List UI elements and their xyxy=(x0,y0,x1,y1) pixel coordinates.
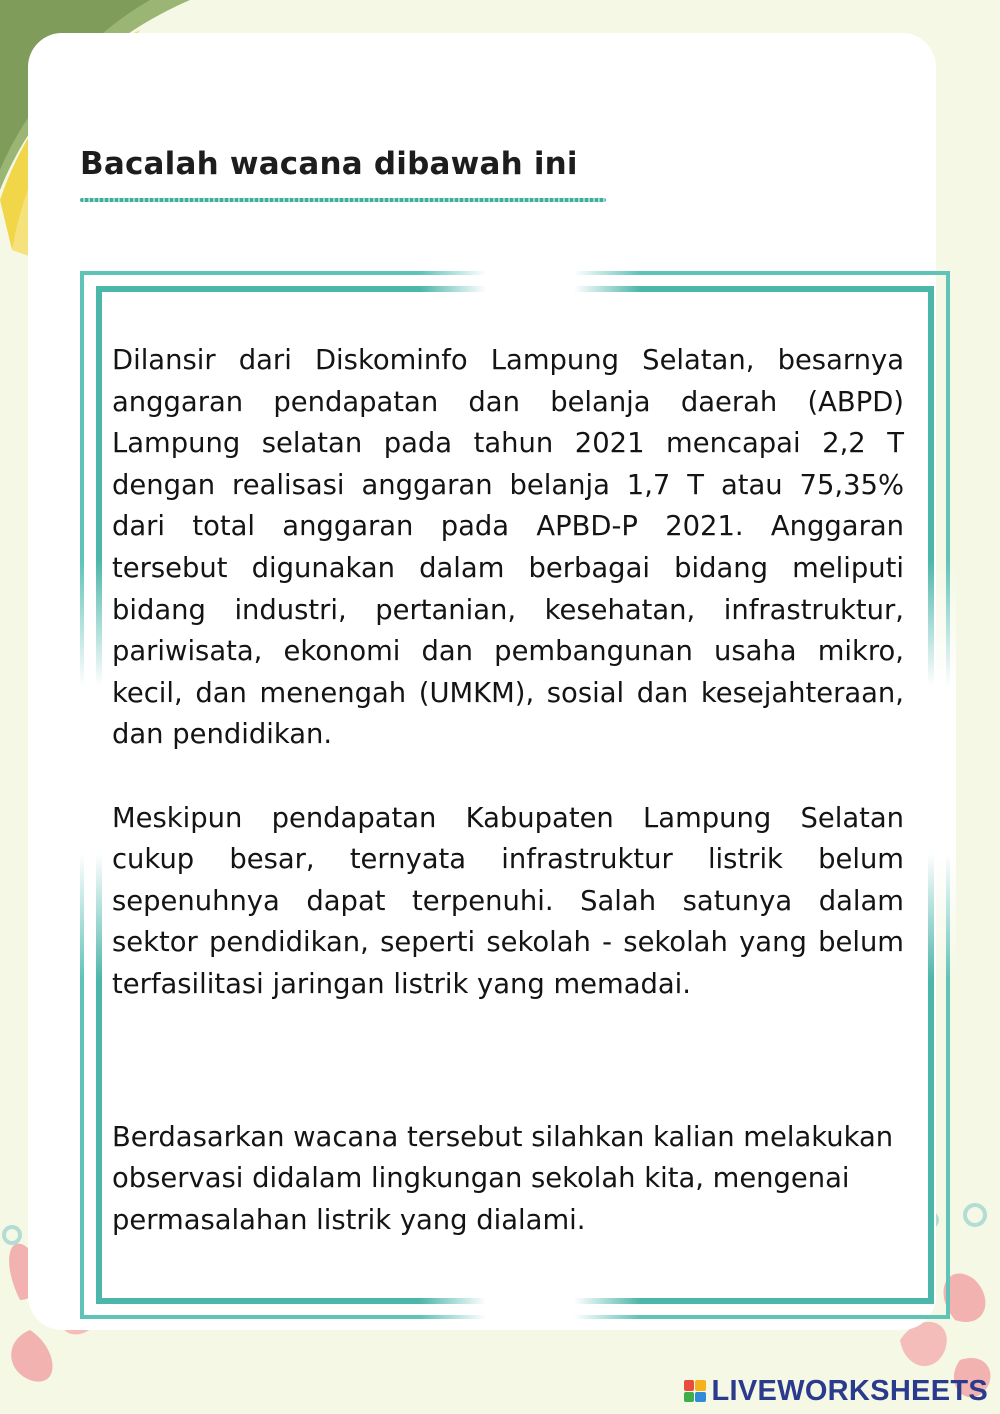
heading-underline xyxy=(80,198,606,202)
frame-gap-top xyxy=(420,266,640,294)
frame-gap-bottom xyxy=(420,1292,640,1324)
liveworksheets-logo xyxy=(684,1374,989,1408)
frame-gap-right xyxy=(926,560,956,980)
instruction-paragraph: Berdasarkan wacana tersebut silahkan kalian melakukan observasi didalam lingkungan sekolah kita, mengenai permasalahan listrik yang dialami. xyxy=(112,1121,894,1236)
passage-content xyxy=(112,340,904,1241)
page-heading: Bacalah wacana dibawah ini xyxy=(80,146,578,182)
frame-gap-left xyxy=(76,560,106,980)
liveworksheets-logo-icon xyxy=(684,1380,706,1402)
passage-paragraph-1: Dilansir dari Diskominfo Lampung Selatan, besarnya anggaran pendapatan dan belanja daerah (ABPD) Lampung selatan pada tahun 2021 mencapai 2,2 T dengan realisasi anggaran belanja 1,7 T atau 75,35% dari total anggaran pada APBD-P 2021. Anggaran tersebut digunakan dalam berbagai bidang meliputi bidang industri, pertanian, kesehatan, infrastruktur, pariwisata, ekonomi dan pembangunan usaha mikro, kecil, dan menengah (UMKM), sosial dan kesejahteraan, dan pendidikan. xyxy=(112,345,904,751)
logo-text: LIVEWORKSHEETS xyxy=(711,1374,988,1407)
passage-paragraph-2: Meskipun pendapatan Kabupaten Lampung Selatan cukup besar, ternyata infrastruktur listrik belum sepenuhnya dapat terpenuhi. Salah satunya dalam sektor pendidikan, seperti sekolah - sekolah yang belum terfasilitasi jaringan listrik yang memadai. xyxy=(112,802,904,1000)
